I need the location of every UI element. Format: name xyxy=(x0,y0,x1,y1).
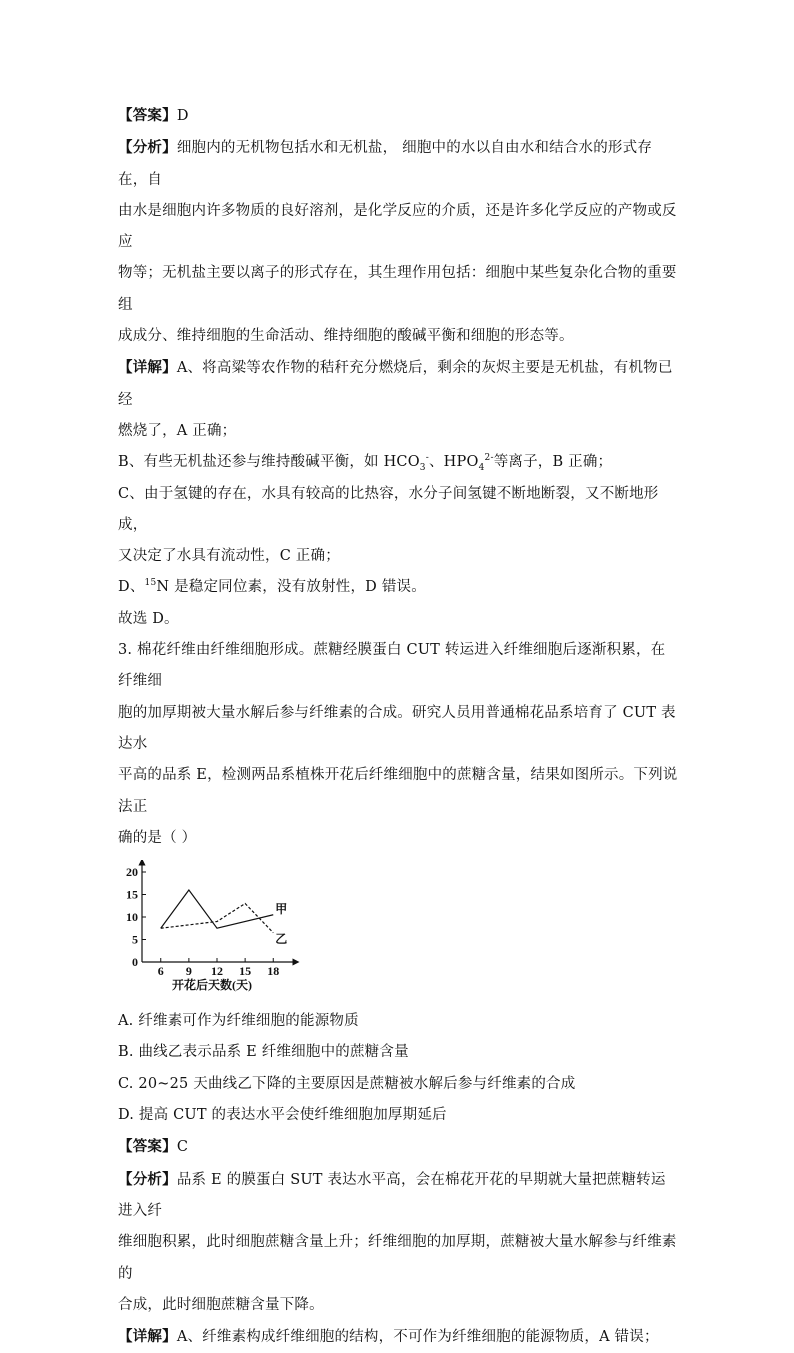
chart-svg xyxy=(118,860,318,1000)
answer-tag: 【答案】 xyxy=(118,107,177,124)
question-text: 3. 棉花纤维由纤维细胞形成。蔗糖经膜蛋白 CUT 转运进入纤维细胞后逐渐积累，在纤维细 xyxy=(118,642,666,690)
document-page xyxy=(118,100,680,1353)
analysis-text: 由水是细胞内许多物质的良好溶剂，是化学反应的介质，还是许多化学反应的产物或反应 xyxy=(118,202,677,251)
analysis-tag: 【分析】 xyxy=(118,139,177,157)
series-label: 乙 xyxy=(275,931,288,946)
answer-tag: 【答案】 xyxy=(118,1138,177,1156)
x-tick-label: 12 xyxy=(211,964,223,979)
superscript: 2- xyxy=(484,453,494,464)
detail-paragraph-1 xyxy=(118,352,680,447)
detail-text: 又决定了水具有流动性，C 正确； xyxy=(118,548,340,565)
detail-text: 燃烧了，A 正确； xyxy=(118,422,237,439)
answer-value: D xyxy=(176,108,189,124)
superscript: - xyxy=(425,453,429,464)
detail-text: D、 xyxy=(118,579,145,596)
option-c: C. 20~25 天曲线乙下降的主要原因是蔗糖被水解后参与纤维素的合成 xyxy=(118,1075,576,1092)
x-tick-label: 15 xyxy=(239,964,252,979)
analysis-text: 细胞内的无机物包括水和无机盐， 细胞中的水以自由水和结合水的形式存在，自 xyxy=(118,140,653,188)
detail-d-line xyxy=(118,572,680,603)
analysis-text: 物等；无机盐主要以离子的形式存在，其生理作用包括：细胞中某些复杂化合物的重要组 xyxy=(118,265,677,313)
option-b: B. 曲线乙表示品系 E 纤维细胞中的蔗糖含量 xyxy=(118,1044,409,1061)
detail-text: N 是稳定同位素，没有放射性，D 错误。 xyxy=(156,579,426,596)
question-text: 平高的品系 E，检测两品系植株开花后纤维细胞中的蔗糖含量，结果如图所示。下列说法正 xyxy=(118,767,678,815)
detail-text: 等离子，B 正确； xyxy=(493,454,613,471)
analysis-text: 成成分、维持细胞的生命活动、维持细胞的酸碱平衡和细胞的形态等。 xyxy=(118,328,574,345)
analysis-text: 维细胞积累，此时细胞蔗糖含量上升；纤维细胞的加厚期，蔗糖被大量水解参与纤维素的 xyxy=(118,1234,677,1282)
y-tick-label: 5 xyxy=(132,932,138,947)
y-tick-label: 15 xyxy=(126,887,138,902)
x-tick-label: 6 xyxy=(157,964,164,979)
superscript: 15 xyxy=(144,578,157,589)
question-stem xyxy=(118,635,680,854)
analysis-paragraph-2 xyxy=(118,1164,680,1321)
choose-line: 故选 D。 xyxy=(118,610,179,627)
series-label: 甲 xyxy=(275,901,288,916)
analysis-text: 合成，此时细胞蔗糖含量下降。 xyxy=(118,1296,324,1313)
option-d: D. 提高 CUT 的表达水平会使纤维细胞加厚期延后 xyxy=(118,1107,447,1124)
detail-text: 、HPO xyxy=(428,454,479,471)
detail-tag: 【详解】 xyxy=(118,1328,177,1346)
detail-text: C、由于氢键的存在，水具有较高的比热容，水分子间氢键不断地断裂，又不断地形成， xyxy=(118,485,659,533)
option-a: A. 纤维素可作为纤维细胞的能源物质 xyxy=(118,1013,359,1030)
question-text: 胞的加厚期被大量水解后参与纤维素的合成。研究人员用普通棉花品系培育了 CUT 表达水 xyxy=(118,704,676,752)
x-axis-label: 开花后天数(天) xyxy=(172,978,252,993)
detail-tag: 【详解】 xyxy=(118,359,177,377)
answer-value: C xyxy=(176,1139,189,1156)
detail-paragraph-2 xyxy=(118,1321,680,1353)
answer-line-2 xyxy=(118,1131,680,1163)
answer-line-1 xyxy=(118,100,680,132)
y-tick-label: 0 xyxy=(132,955,138,970)
x-tick-label: 18 xyxy=(267,964,280,979)
detail-b-line xyxy=(118,447,680,478)
detail-text: A、将高粱等农作物的秸秆充分燃烧后，剩余的灰烬主要是无机盐，有机物已经 xyxy=(118,360,673,408)
detail-c-line xyxy=(118,479,680,573)
y-tick-label: 10 xyxy=(126,910,138,925)
question-text: 确的是（ ） xyxy=(118,829,197,846)
subscript: 4 xyxy=(478,463,485,474)
subscript: 3 xyxy=(419,463,426,474)
analysis-text: 品系 E 的膜蛋白 SUT 表达水平高，会在棉花开花的早期就大量把蔗糖转运进入纤 xyxy=(118,1171,666,1219)
detail-text: B、有些无机盐还参与维持酸碱平衡，如 HCO xyxy=(118,454,420,471)
x-tick-label: 9 xyxy=(185,964,192,979)
series-line-1 xyxy=(161,890,274,928)
analysis-paragraph-1 xyxy=(118,132,680,352)
y-tick-label: 20 xyxy=(126,865,138,880)
sucrose-chart xyxy=(118,860,680,1000)
detail-text: A、纤维素构成纤维细胞的结构，不可作为纤维细胞的能源物质，A 错误； xyxy=(176,1329,659,1346)
analysis-tag: 【分析】 xyxy=(118,1170,177,1188)
